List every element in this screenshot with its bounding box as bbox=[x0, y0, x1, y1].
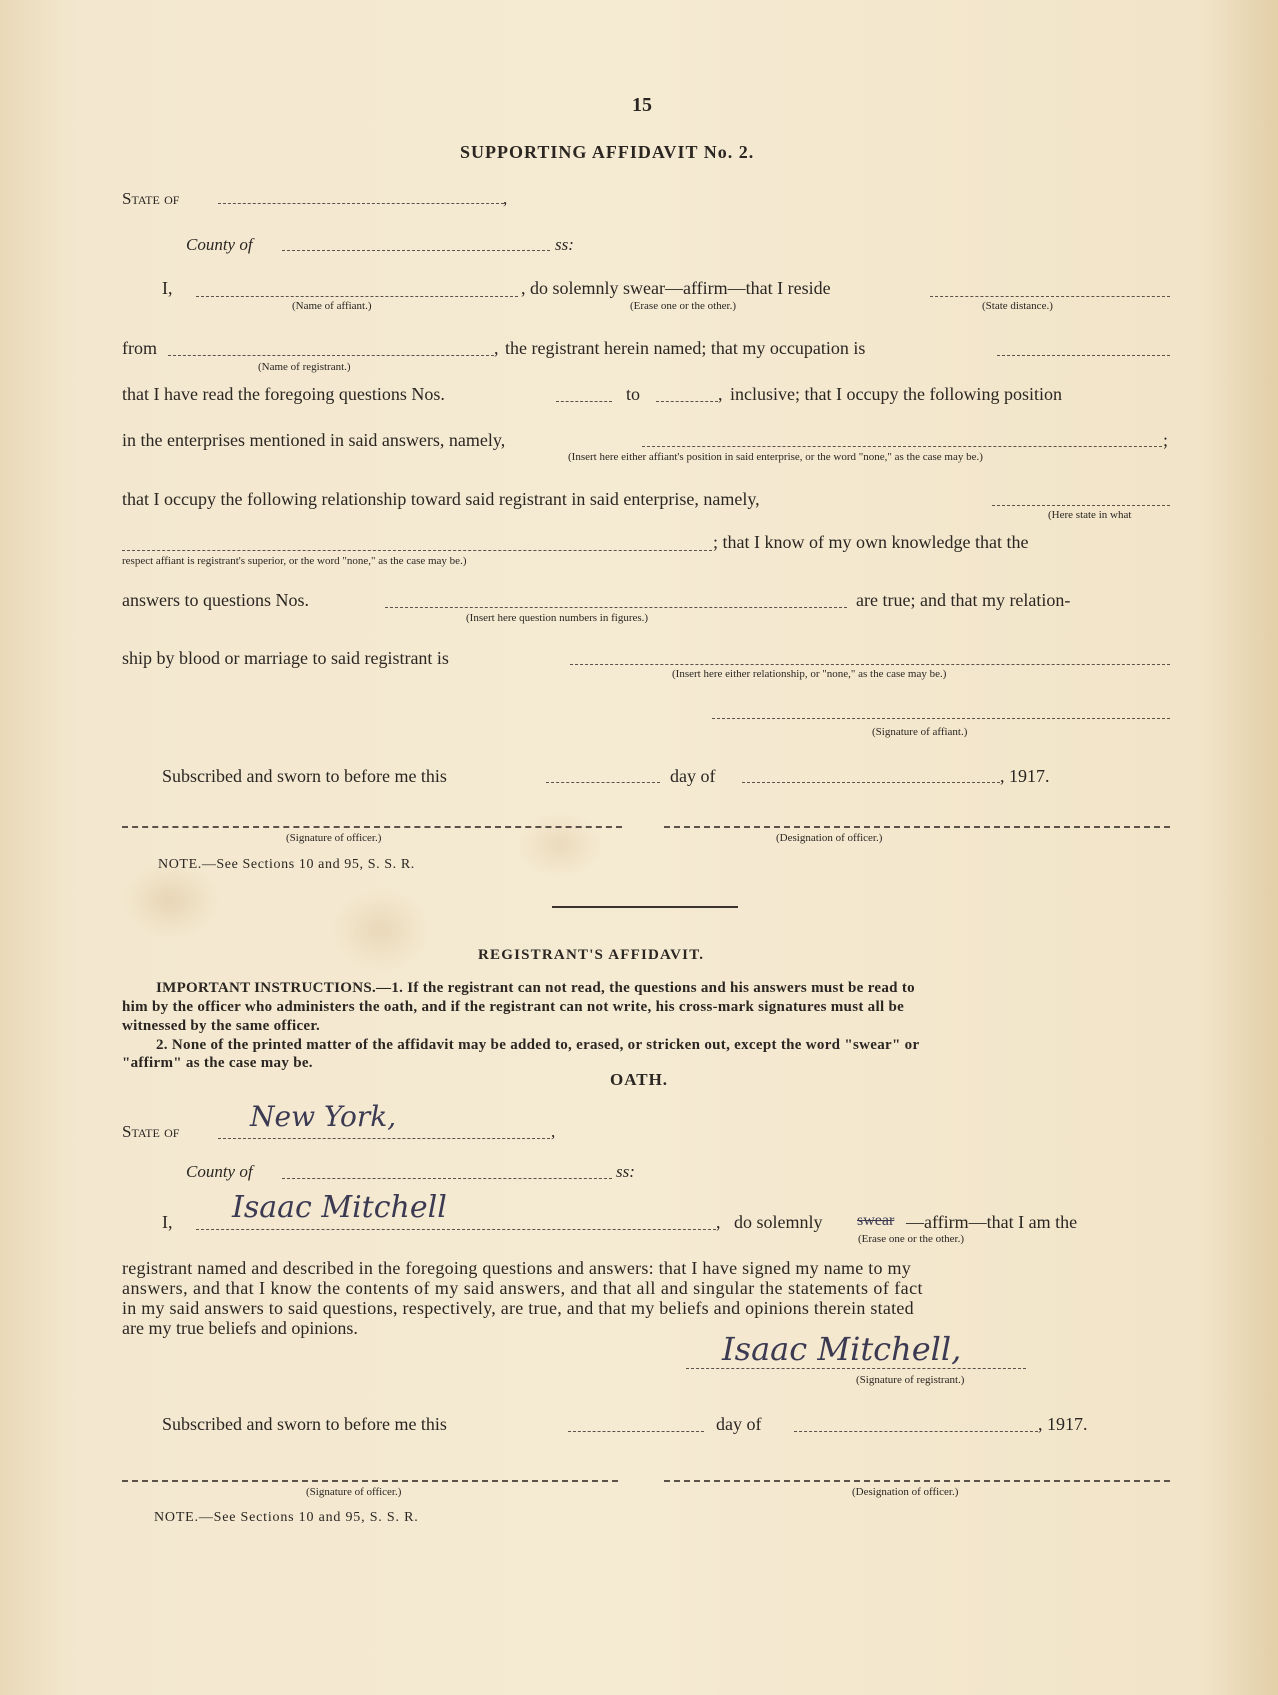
distance-blank bbox=[930, 296, 1170, 297]
caption-here-state: (Here state in what bbox=[1048, 509, 1132, 521]
caption-oath-erase: (Erase one or the other.) bbox=[858, 1233, 964, 1245]
registrant-signature-line bbox=[686, 1368, 1026, 1369]
from-label: from bbox=[122, 338, 157, 358]
supporting-county-label: County of bbox=[186, 235, 253, 254]
handwritten-signature: Isaac Mitchell, bbox=[722, 1330, 962, 1368]
handwritten-name: Isaac Mitchell bbox=[232, 1190, 447, 1225]
registrant-affidavit-title: REGISTRANT'S AFFIDAVIT. bbox=[478, 947, 705, 963]
blood-marriage-text: ship by blood or marriage to said registrant is bbox=[122, 648, 449, 668]
oath-ss: ss: bbox=[616, 1162, 635, 1181]
superior-blank bbox=[122, 550, 712, 551]
caption-designation-officer: (Designation of officer.) bbox=[776, 832, 883, 844]
instruction-1-line-3: witnessed by the same officer. bbox=[122, 1018, 321, 1034]
supporting-state-label: State of bbox=[122, 189, 180, 208]
to-label: to bbox=[626, 384, 641, 404]
relationship-blank bbox=[992, 505, 1170, 506]
occupation-blank bbox=[997, 355, 1170, 356]
instruction-1-line-1: IMPORTANT INSTRUCTIONS.—1. If the registrant can not read, the questions and his answers must be read to bbox=[156, 980, 915, 996]
struck-swear: swear bbox=[857, 1212, 895, 1229]
supporting-county-blank bbox=[282, 250, 550, 251]
caption-insert-numbers: (Insert here question numbers in figures.) bbox=[466, 612, 649, 624]
comma: , bbox=[716, 1212, 721, 1232]
subscribed-day-blank bbox=[546, 782, 660, 783]
oath-officer-designation-line bbox=[664, 1480, 1170, 1482]
caption-name-registrant: (Name of registrant.) bbox=[258, 361, 351, 373]
oath-state-blank bbox=[218, 1138, 550, 1139]
relationship-text: that I occupy the following relationship toward said registrant in said enterprise, namely, bbox=[122, 489, 760, 509]
position-blank bbox=[642, 446, 1162, 447]
supporting-i-label: I, bbox=[162, 278, 173, 298]
handwritten-state: New York, bbox=[250, 1100, 397, 1133]
page-number: 15 bbox=[632, 94, 652, 116]
comma: , bbox=[503, 189, 508, 208]
subscribed-month-blank bbox=[742, 782, 1000, 783]
affiant-signature-line bbox=[712, 718, 1170, 719]
question-numbers-blank bbox=[385, 607, 847, 608]
oath-body-line-4: are my true beliefs and opinions. bbox=[122, 1318, 358, 1338]
instruction-1-line-2: him by the officer who administers the oath, and if the registrant can not write, his cross-mark signatures must all be bbox=[122, 999, 905, 1015]
affirm-am-the-text: —affirm—that I am the bbox=[906, 1212, 1078, 1232]
subscribed-text: Subscribed and sworn to before me this bbox=[162, 766, 447, 786]
oath-body-line-2: answers, and that I know the contents of my said answers, and that all and singular the statements of fact bbox=[122, 1278, 923, 1298]
caption-insert-relationship: (Insert here either relationship, or "none," as the case may be.) bbox=[672, 668, 947, 680]
comma: , bbox=[718, 384, 723, 404]
comma: , bbox=[551, 1122, 556, 1141]
officer-signature-line bbox=[122, 826, 622, 828]
oath-body-line-1: registrant named and described in the foregoing questions and answers: that I have signed my name to my bbox=[122, 1258, 912, 1278]
oath-state-label: State of bbox=[122, 1122, 180, 1141]
own-knowledge-text: ; that I know of my own knowledge that the bbox=[713, 532, 1029, 552]
oath-title: OATH. bbox=[610, 1070, 669, 1089]
semicolon: ; bbox=[1163, 430, 1169, 450]
caption-signature-registrant: (Signature of registrant.) bbox=[856, 1374, 965, 1386]
caption-state-distance: (State distance.) bbox=[982, 300, 1053, 312]
oath-i-label: I, bbox=[162, 1212, 173, 1232]
comma: , bbox=[521, 278, 526, 298]
year-1917: , 1917. bbox=[1000, 766, 1050, 786]
registrant-name-blank bbox=[168, 355, 494, 356]
oath-subscribed-day-blank bbox=[568, 1431, 704, 1432]
oath-name-blank bbox=[196, 1229, 716, 1230]
supporting-note: NOTE.—See Sections 10 and 95, S. S. R. bbox=[158, 857, 415, 872]
day-of-label: day of bbox=[670, 766, 716, 786]
oath-year-1917: , 1917. bbox=[1038, 1414, 1088, 1434]
swear-affirm-text: do solemnly swear—affirm—that I reside bbox=[530, 278, 831, 298]
oath-subscribed-month-blank bbox=[794, 1431, 1038, 1432]
registrant-herein-text: the registrant herein named; that my occupation is bbox=[505, 338, 866, 358]
supporting-state-blank bbox=[218, 203, 504, 204]
read-questions-text: that I have read the foregoing questions Nos. bbox=[122, 384, 445, 404]
caption-respect: respect affiant is registrant's superior, or the word "none," as the case may be.) bbox=[122, 555, 467, 567]
instruction-2-line-2: "affirm" as the case may be. bbox=[122, 1055, 313, 1071]
caption-name-affiant: (Name of affiant.) bbox=[292, 300, 372, 312]
inclusive-text: inclusive; that I occupy the following position bbox=[730, 384, 1062, 404]
officer-designation-line bbox=[664, 826, 1170, 828]
answers-questions-text: answers to questions Nos. bbox=[122, 590, 309, 610]
question-from-blank bbox=[556, 401, 612, 402]
oath-day-of-label: day of bbox=[716, 1414, 762, 1434]
caption-insert-position: (Insert here either affiant's position in said enterprise, or the word "none," as the case may be.) bbox=[568, 451, 983, 463]
are-true-text: are true; and that my relation- bbox=[856, 590, 1071, 610]
oath-subscribed-text: Subscribed and sworn to before me this bbox=[162, 1414, 447, 1434]
question-to-blank bbox=[656, 401, 718, 402]
section-divider bbox=[552, 906, 738, 908]
caption-erase: (Erase one or the other.) bbox=[630, 300, 736, 312]
caption-signature-officer: (Signature of officer.) bbox=[286, 832, 382, 844]
caption-oath-signature-officer: (Signature of officer.) bbox=[306, 1486, 402, 1498]
caption-signature-affiant: (Signature of affiant.) bbox=[872, 726, 968, 738]
blood-relationship-blank bbox=[570, 664, 1170, 665]
oath-officer-signature-line bbox=[122, 1480, 618, 1482]
oath-body-line-3: in my said answers to said questions, respectively, are true, and that my beliefs and opinions therein stated bbox=[122, 1298, 914, 1318]
instruction-2-line-1: 2. None of the printed matter of the affidavit may be added to, erased, or stricken out, except the word "swear" or bbox=[156, 1037, 920, 1053]
supporting-ss: ss: bbox=[555, 235, 574, 254]
comma: , bbox=[494, 338, 499, 358]
registrant-note: NOTE.—See Sections 10 and 95, S. S. R. bbox=[154, 1510, 419, 1525]
do-solemnly-text: do solemnly bbox=[734, 1212, 823, 1232]
affiant-name-blank bbox=[196, 296, 518, 297]
oath-county-label: County of bbox=[186, 1162, 253, 1181]
supporting-affidavit-title: SUPPORTING AFFIDAVIT No. 2. bbox=[460, 142, 755, 162]
oath-county-blank bbox=[282, 1178, 612, 1179]
caption-oath-designation-officer: (Designation of officer.) bbox=[852, 1486, 959, 1498]
enterprises-text: in the enterprises mentioned in said answers, namely, bbox=[122, 430, 506, 450]
